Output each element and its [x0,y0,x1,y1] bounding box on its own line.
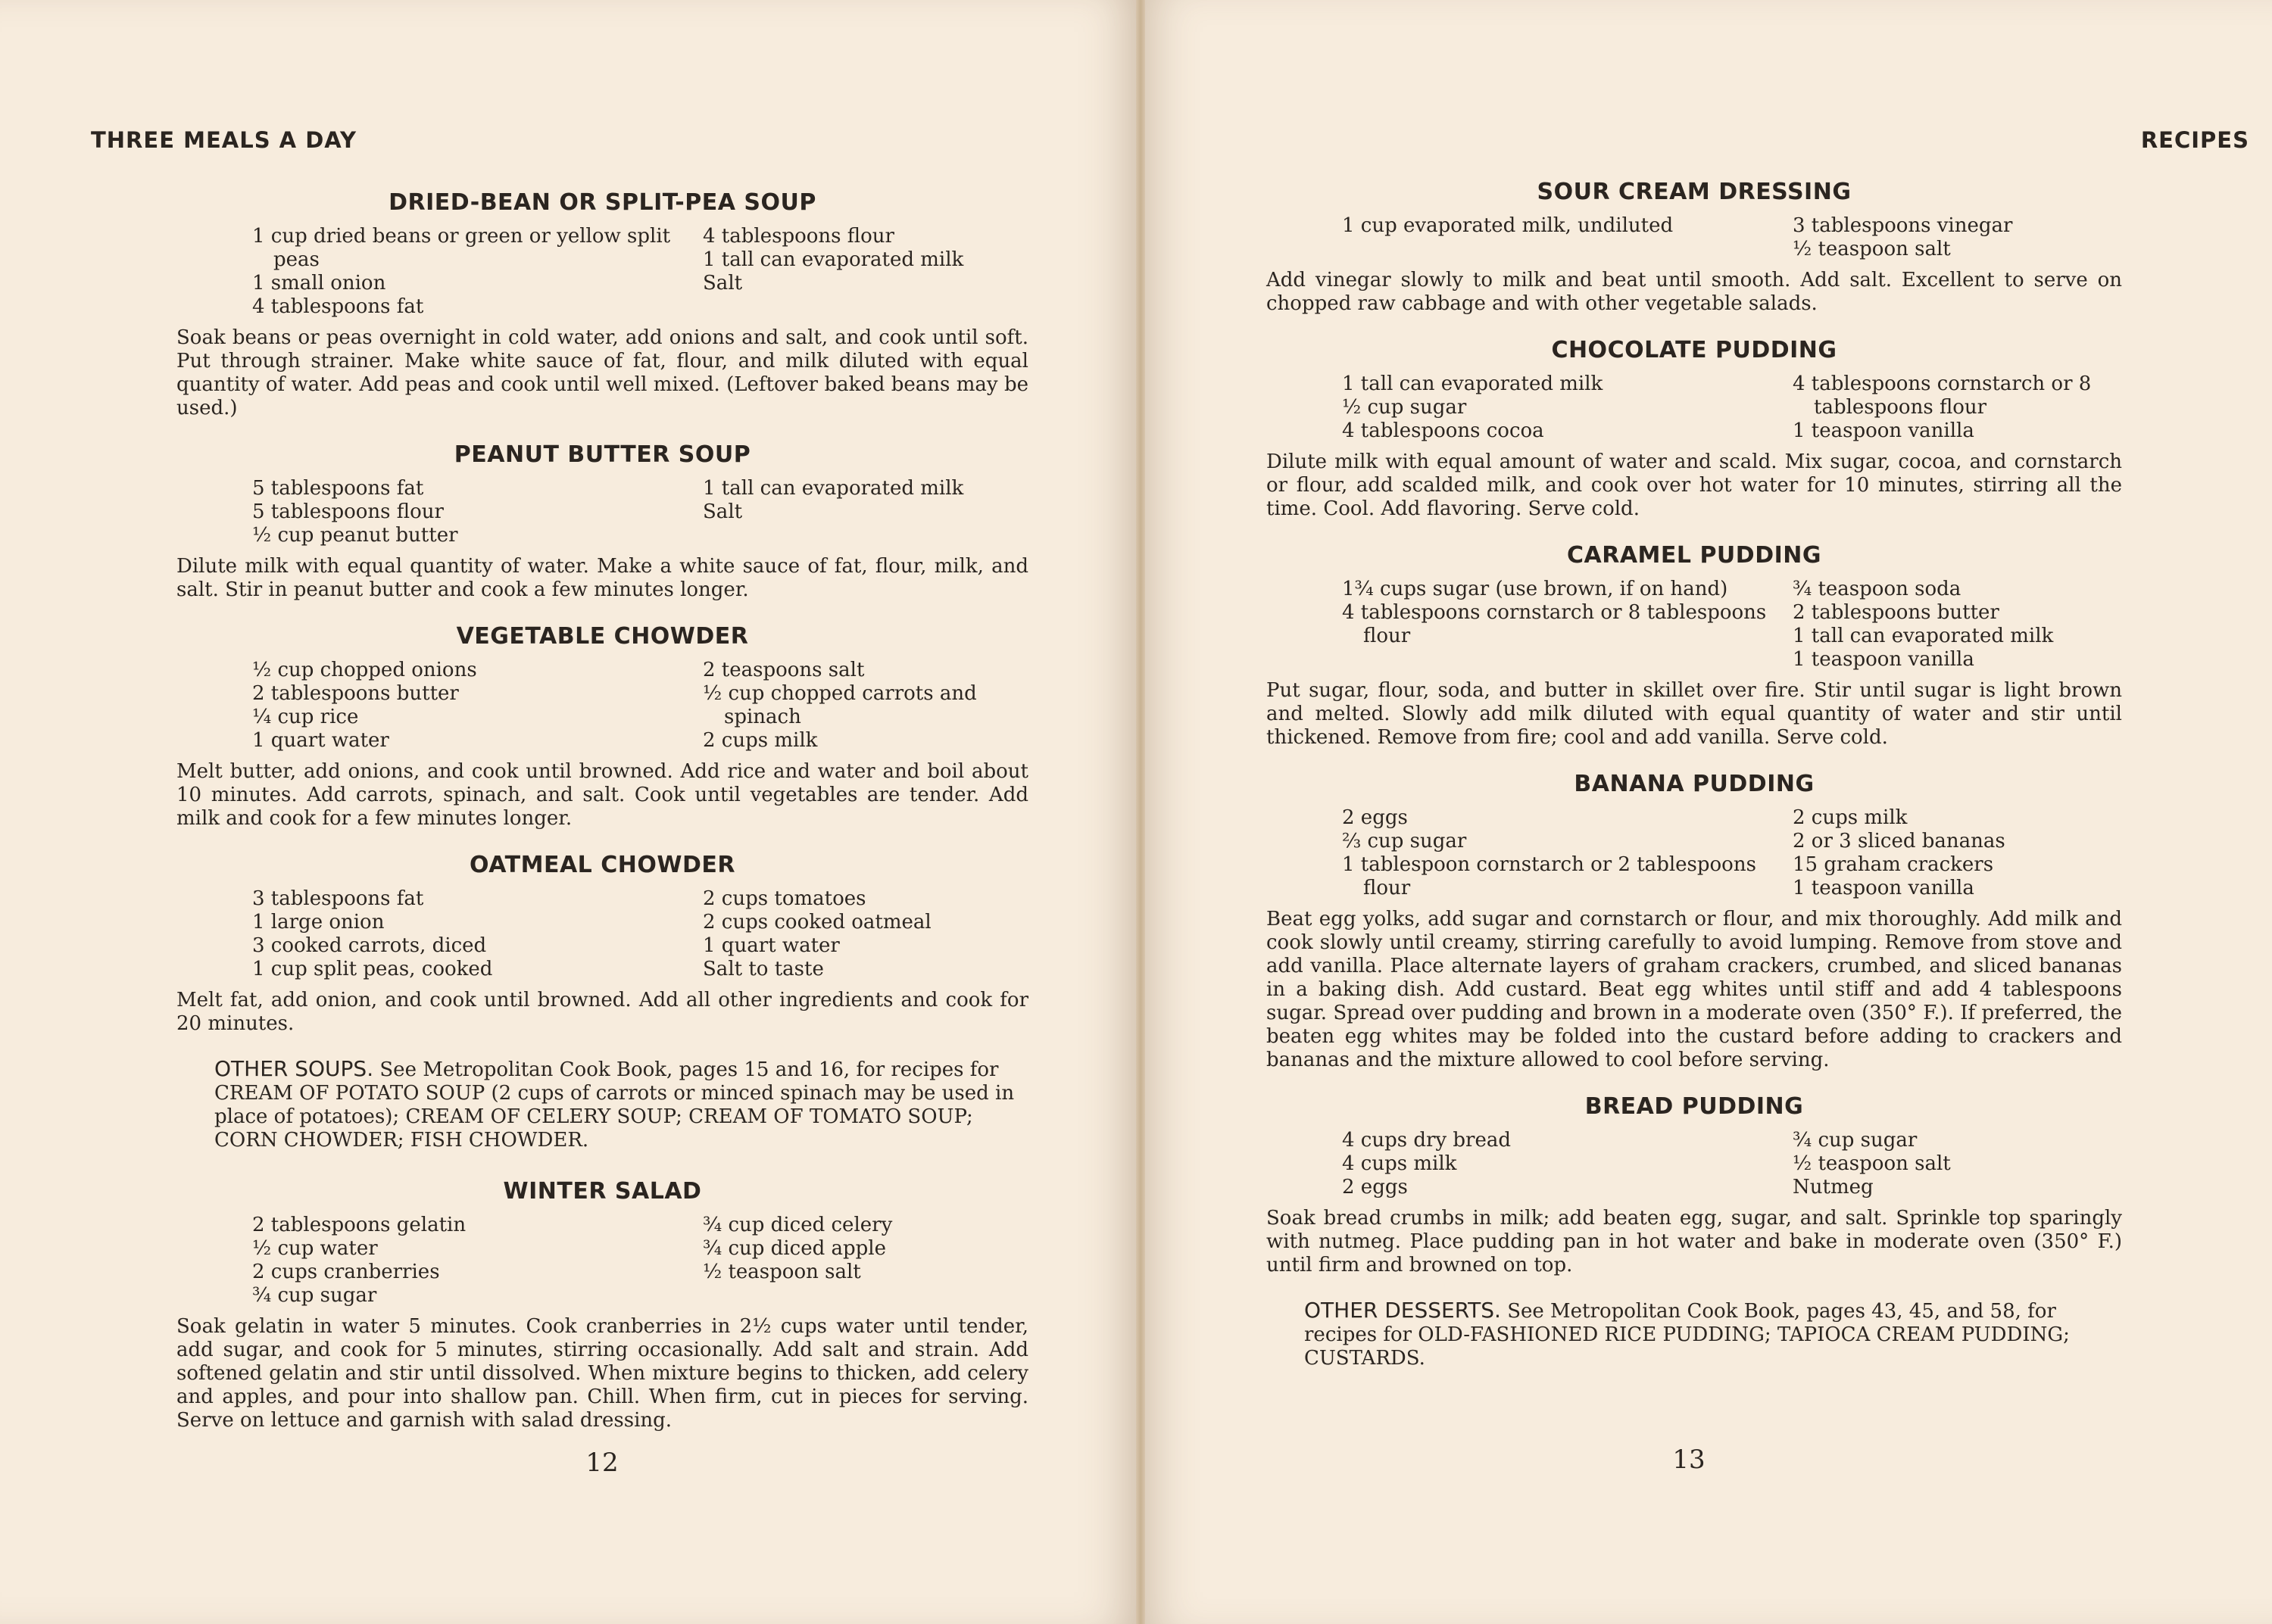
ingredient-item: 5 tablespoons flour [252,500,444,523]
ingredient-item: 2 cups milk [1793,806,1908,829]
ingredient-item: 2 cups cranberries [252,1261,440,1283]
recipe-title: CARAMEL PUDDING [1566,542,1821,569]
ingredient-column [1342,806,1793,900]
ingredient-item: ⅔ cup sugar [1342,830,1467,853]
ingredient-item: 3 cooked carrots, diced [252,934,487,957]
recipe-method: Soak gelatin in water 5 minutes. Cook cranberries in 2½ cups water until tender, add sugar, and cook for 5 minutes, stirring occasionally. Add salt and strain. Add softened gelatin and stir until dissolved. When mixture begins to thicken, add celery and apples, and pour into shallow pan. Chill. When firm, cut in pieces for serving. Serve on lettuce and garnish with salad dressing. [176,1315,1028,1432]
other-desserts-note [1266,1298,2122,1370]
page-number: 13 [1672,1445,1706,1475]
ingredient-item: ¾ cup sugar [252,1284,377,1307]
ingredient-item: 1 cup dried beans or green or yellow split peas [252,225,671,271]
recipe-method: Dilute milk with equal quantity of water. Make a white sauce of fat, flour, milk, and salt. Stir in peanut butter and cook a few minutes longer. [176,555,1028,601]
ingredient-item: 1 cup split peas, cooked [252,958,493,980]
recipe-method: Add vinegar slowly to milk and beat until smooth. Add salt. Excellent to serve on chopped raw cabbage and with other vegetable salads. [1266,269,2122,315]
recipe-method: Dilute milk with equal amount of water and scald. Mix sugar, cocoa, and cornstarch or flour, add scalded milk, and cook over hot water for 10 minutes, stirring all the time. Cool. Add flavoring. Serve cold. [1266,450,2122,520]
ingredient-item: 2 cups tomatoes [703,887,866,910]
ingredient-item: 4 tablespoons cocoa [1342,419,1544,442]
ingredient-item: 4 cups milk [1342,1152,1457,1175]
ingredient-item: 1 tablespoon cornstarch or 2 tablespoons flour [1342,853,1756,899]
other-desserts-text: See Metropolitan Cook Book, pages 43, 45, and 58, for recipes for OLD-FASHIONED RICE PUDDING; TAPIOCA CREAM PUDDING; CUSTARDS. [1304,1300,2070,1370]
ingredient-item: Salt to taste [703,958,824,980]
ingredient-item: ¾ cup diced apple [703,1237,886,1260]
recipe-method: Soak bread crumbs in milk; add beaten egg, sugar, and salt. Sprinkle top sparingly with nutmeg. Place pudding pan in hot water and bake in moderate oven (350° F.) until firm and browned on top. [1266,1207,2122,1276]
ingredient-item: 1 small onion [252,272,386,295]
recipe-method: Beat egg yolks, add sugar and cornstarch or flour, and mix thoroughly. Add milk and cook slowly until creamy, stirring carefully to avoid lumping. Remove from stove and add vanilla. Place alternate layers of graham crackers, crumbed, and sliced bananas in a baking dish. Add custard. Beat egg whites until stiff and add 4 tablespoons sugar. Spread over pudding and brown in a moderate oven (350° F.). If preferred, the beaten egg whites may be folded into the custard before adding to crackers and bananas and the mixture allowed to cool before serving. [1266,908,2122,1071]
recipe-title: BANANA PUDDING [1574,771,1815,797]
ingredient-item: 3 tablespoons fat [252,887,424,910]
ingredient-item: Salt [703,272,743,295]
ingredient-list [1342,806,2122,900]
ingredient-item: 5 tablespoons fat [252,477,424,500]
recipe-block [1266,337,2122,521]
other-soups-note [176,1057,1028,1152]
ingredient-column [703,225,1028,319]
ingredient-item: ½ teaspoon salt [703,1261,861,1283]
ingredient-column [1342,1129,1793,1199]
ingredient-item: ½ cup chopped onions [252,659,477,681]
ingredient-item: 15 graham crackers [1793,853,1994,876]
other-desserts-lead: OTHER DESSERTS. [1304,1298,1501,1323]
ingredient-item: ½ cup peanut butter [252,524,458,547]
ingredient-item: 2 eggs [1342,806,1408,829]
ingredient-list [252,659,1028,753]
ingredient-column [703,887,1028,981]
ingredient-list [1342,578,2122,672]
ingredient-item: ½ cup sugar [1342,396,1467,419]
book-gutter [1136,0,1145,1624]
ingredient-item: 2 or 3 sliced bananas [1793,830,2005,853]
ingredient-column [252,225,703,319]
recipe-title: DRIED-BEAN OR SPLIT-PEA SOUP [389,189,816,216]
ingredient-item: 1 teaspoon vanilla [1793,877,1974,899]
recipe-title: BREAD PUDDING [1584,1093,1804,1120]
ingredient-list [252,1214,1028,1308]
ingredient-item: 1 teaspoon vanilla [1793,648,1974,671]
ingredient-item: 4 tablespoons flour [703,225,894,248]
ingredient-column [1342,214,1793,261]
ingredient-column [252,659,703,753]
right-page [1145,0,2272,1624]
recipe-title: OATMEAL CHOWDER [470,852,735,878]
running-head: RECIPES [2140,127,2249,153]
recipe-title: CHOCOLATE PUDDING [1551,337,1837,363]
running-head: THREE MEALS A DAY [91,127,357,153]
recipe-title: PEANUT BUTTER SOUP [454,441,751,468]
ingredient-item: ½ cup water [252,1237,378,1260]
ingredient-item: 2 tablespoons gelatin [252,1214,467,1236]
ingredient-column [703,1214,1028,1308]
recipe-method: Put sugar, flour, soda, and butter in skillet over fire. Stir until sugar is light brown and melted. Slowly add milk diluted with equal quantity of water and stir until thickened. Remove from fire; cool and add vanilla. Serve cold. [1266,679,2122,749]
ingredient-column [1793,1129,2122,1199]
ingredient-item: ¼ cup rice [252,706,359,728]
ingredient-item: ½ cup chopped carrots and spinach [703,682,977,728]
recipe-block [176,441,1028,602]
recipe-method: Melt butter, add onions, and cook until browned. Add rice and water and boil about 10 minutes. Add carrots, spinach, and salt. Cook until vegetables are tender. Add milk and cook for a few minutes longer. [176,760,1028,830]
ingredient-item: 4 tablespoons cornstarch or 8 tablespoons flour [1793,372,2092,419]
ingredient-column [252,887,703,981]
recipe-block [176,623,1028,831]
ingredient-item: 1 quart water [703,934,840,957]
ingredient-item: 1 tall can evaporated milk [1793,625,2054,647]
ingredient-list [252,887,1028,981]
left-page-content [176,189,1028,1454]
recipe-title: VEGETABLE CHOWDER [456,623,749,650]
recipe-block [176,852,1028,1036]
ingredient-column [252,1214,703,1308]
ingredient-item: Nutmeg [1793,1176,1874,1199]
ingredient-item: 1 tall can evaporated milk [703,477,964,500]
recipe-block [1266,771,2122,1072]
ingredient-list [1342,372,2122,443]
ingredient-list [1342,1129,2122,1199]
ingredient-item: ¾ cup sugar [1793,1129,1918,1152]
winter-salad-recipe [176,1178,1028,1432]
recipe-method: Soak beans or peas overnight in cold water, add onions and salt, and cook until soft. Put through strainer. Make white sauce of fat, flour, and milk diluted with equal quantity of water. Add peas and cook until well mixed. (Leftover baked beans may be used.) [176,326,1028,419]
ingredient-column [703,477,1028,547]
ingredient-item: ½ teaspoon salt [1793,1152,1951,1175]
ingredient-item: 2 tablespoons butter [1793,601,1999,624]
ingredient-item: 3 tablespoons vinegar [1793,214,2013,237]
left-recipe-list [176,189,1028,1036]
ingredient-column [1342,372,1793,443]
recipe-block [176,1178,1028,1432]
other-soups-lead: OTHER SOUPS. [214,1056,374,1081]
right-page-content [1266,179,2122,1396]
ingredient-item: 1 teaspoon vanilla [1793,419,1974,442]
recipe-block [176,189,1028,420]
recipe-title: SOUR CREAM DRESSING [1537,179,1852,205]
ingredient-column [1342,578,1793,672]
recipe-block [1266,1093,2122,1277]
right-recipe-list [1266,179,2122,1277]
ingredient-column [1793,806,2122,900]
ingredient-column [1793,578,2122,672]
ingredient-column [1793,372,2122,443]
ingredient-item: 1 tall can evaporated milk [703,248,964,271]
recipe-title: WINTER SALAD [503,1178,702,1205]
ingredient-item: 2 cups milk [703,729,818,752]
ingredient-item: 4 tablespoons fat [252,295,424,318]
ingredient-column [703,659,1028,753]
ingredient-column [252,477,703,547]
other-soups-text: See Metropolitan Cook Book, pages 15 and 16, for recipes for CREAM OF POTATO SOUP (2 cups of carrots or minced spinach may be used in place of potatoes); CREAM OF CELERY SOUP; CREAM OF TOMATO SOUP; CORN CHOWDER; FISH CHOWDER. [214,1058,1015,1152]
page-number: 12 [585,1448,619,1478]
recipe-block [1266,542,2122,750]
ingredient-item: Salt [703,500,743,523]
ingredient-item: 4 tablespoons cornstarch or 8 tablespoons flour [1342,601,1767,647]
ingredient-item: 2 cups cooked oatmeal [703,911,932,934]
ingredient-item: ¾ cup diced celery [703,1214,893,1236]
ingredient-item: 1 large onion [252,911,385,934]
recipe-block [1266,179,2122,316]
ingredient-item: 4 cups dry bread [1342,1129,1511,1152]
ingredient-item: 1 quart water [252,729,389,752]
ingredient-item: 1 tall can evaporated milk [1342,372,1603,395]
ingredient-item: 2 eggs [1342,1176,1408,1199]
ingredient-item: 2 teaspoons salt [703,659,865,681]
ingredient-list [252,477,1028,547]
ingredient-item: ½ teaspoon salt [1793,238,1951,260]
ingredient-list [1342,214,2122,261]
ingredient-item: 2 tablespoons butter [252,682,459,705]
ingredient-column [1793,214,2122,261]
ingredient-item: ¾ teaspoon soda [1793,578,1961,600]
ingredient-list [252,225,1028,319]
ingredient-item: 1¾ cups sugar (use brown, if on hand) [1342,578,1728,600]
recipe-method: Melt fat, add onion, and cook until browned. Add all other ingredients and cook for 20 minutes. [176,989,1028,1035]
ingredient-item: 1 cup evaporated milk, undiluted [1342,214,1674,237]
